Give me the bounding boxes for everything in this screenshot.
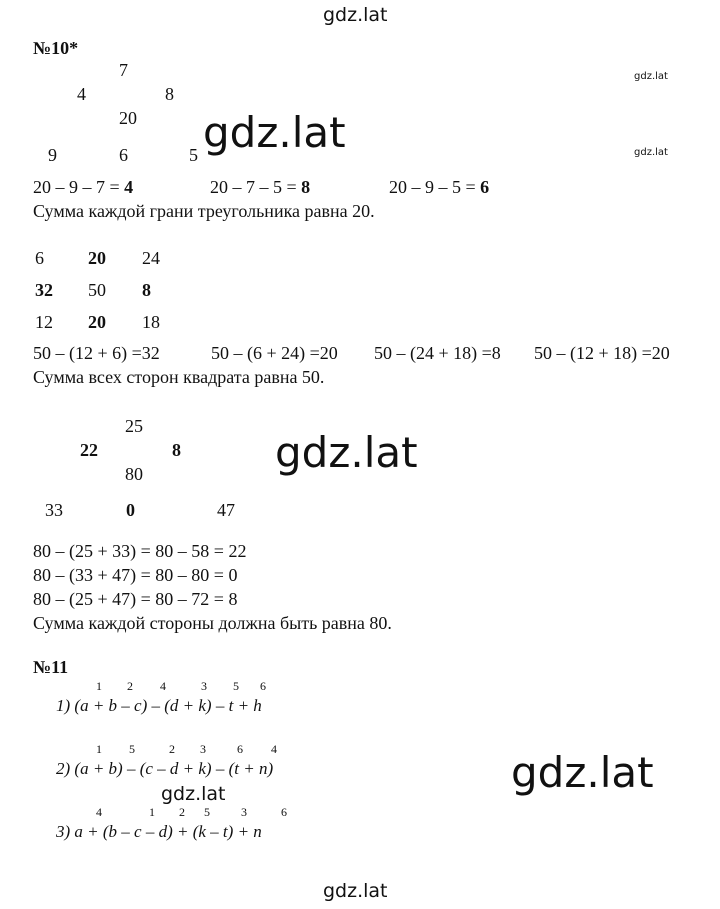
order-number: 6 — [281, 805, 287, 819]
triangle2-center-number: 80 — [125, 464, 143, 484]
triangle-upper-right-number: 8 — [165, 84, 174, 104]
triangle-equation: 20 – 9 – 5 = 6 — [389, 177, 490, 197]
triangle-sentence: Сумма каждой грани треугольника равна 20. — [33, 201, 375, 221]
watermark-tiny: gdz.lat — [634, 71, 668, 82]
order-number: 3 — [201, 679, 207, 693]
square-equation: 50 – (6 + 24) =20 — [211, 343, 338, 363]
triangle2-sentence: Сумма каждой стороны должна быть равна 80. — [33, 613, 392, 633]
task-10-header: №10* — [33, 38, 79, 58]
square-equation: 50 – (24 + 18) =8 — [374, 343, 501, 363]
triangle-equation: 20 – 9 – 7 = 4 — [33, 177, 134, 197]
square-cell: 18 — [142, 312, 160, 332]
watermark-big: gdz.lat — [511, 748, 654, 797]
order-number: 2 — [179, 805, 185, 819]
square-equation: 50 – (12 + 18) =20 — [534, 343, 670, 363]
order-number: 1 — [96, 679, 102, 693]
watermark-big: gdz.lat — [275, 428, 418, 477]
order-number: 3 — [200, 742, 206, 756]
square-equation: 50 – (12 + 6) =32 — [33, 343, 160, 363]
square-cell: 24 — [142, 248, 160, 268]
square-sentence: Сумма всех сторон квадрата равна 50. — [33, 367, 325, 387]
triangle-bottom-right-number: 5 — [189, 145, 198, 165]
order-number: 6 — [260, 679, 266, 693]
triangle2-bottom-right-number: 47 — [217, 500, 235, 520]
watermark-tiny: gdz.lat — [634, 147, 668, 158]
triangle-bottom-left-number: 9 — [48, 145, 57, 165]
triangle2-right-number: 8 — [172, 440, 181, 460]
square-cell: 6 — [35, 248, 44, 268]
square-cell: 8 — [142, 280, 151, 300]
task-11-header: №11 — [33, 657, 69, 677]
triangle2-bottom-left-number: 33 — [45, 500, 63, 520]
watermark-mid: gdz.lat — [161, 783, 226, 805]
triangle2-equation: 80 – (33 + 47) = 80 – 80 = 0 — [33, 565, 238, 585]
square-cell: 50 — [88, 280, 106, 300]
order-number: 6 — [237, 742, 243, 756]
order-number: 5 — [233, 679, 239, 693]
order-number: 3 — [241, 805, 247, 819]
square-cell: 20 — [88, 312, 106, 332]
order-number: 4 — [96, 805, 102, 819]
triangle-equation: 20 – 7 – 5 = 8 — [210, 177, 311, 197]
triangle2-bottom-mid-number: 0 — [126, 500, 135, 520]
expression: 1) (a + b – c) – (d + k) – t + h — [56, 696, 262, 715]
square-cell: 32 — [35, 280, 53, 300]
triangle2-top-number: 25 — [125, 416, 143, 436]
order-number: 5 — [204, 805, 210, 819]
order-number: 5 — [129, 742, 135, 756]
square-cell: 20 — [88, 248, 106, 268]
expression: 2) (a + b) – (c – d + k) – (t + n) — [56, 759, 274, 778]
triangle-center-number: 20 — [119, 108, 137, 128]
triangle2-equation: 80 – (25 + 33) = 80 – 58 = 22 — [33, 541, 247, 561]
triangle2-left-number: 22 — [80, 440, 98, 460]
triangle-top-number: 7 — [119, 60, 128, 80]
watermark-bottom: gdz.lat — [323, 880, 388, 902]
triangle-upper-left-number: 4 — [77, 84, 86, 104]
order-number: 2 — [169, 742, 175, 756]
triangle-bottom-mid-number: 6 — [119, 145, 128, 165]
order-number: 1 — [149, 805, 155, 819]
expression: 3) a + (b – c – d) + (k – t) + n — [56, 822, 262, 841]
order-number: 4 — [160, 679, 166, 693]
order-number: 4 — [271, 742, 277, 756]
watermark-top: gdz.lat — [323, 4, 388, 26]
square-cell: 12 — [35, 312, 53, 332]
order-number: 1 — [96, 742, 102, 756]
watermark-big: gdz.lat — [203, 108, 346, 157]
order-number: 2 — [127, 679, 133, 693]
triangle2-equation: 80 – (25 + 47) = 80 – 72 = 8 — [33, 589, 238, 609]
